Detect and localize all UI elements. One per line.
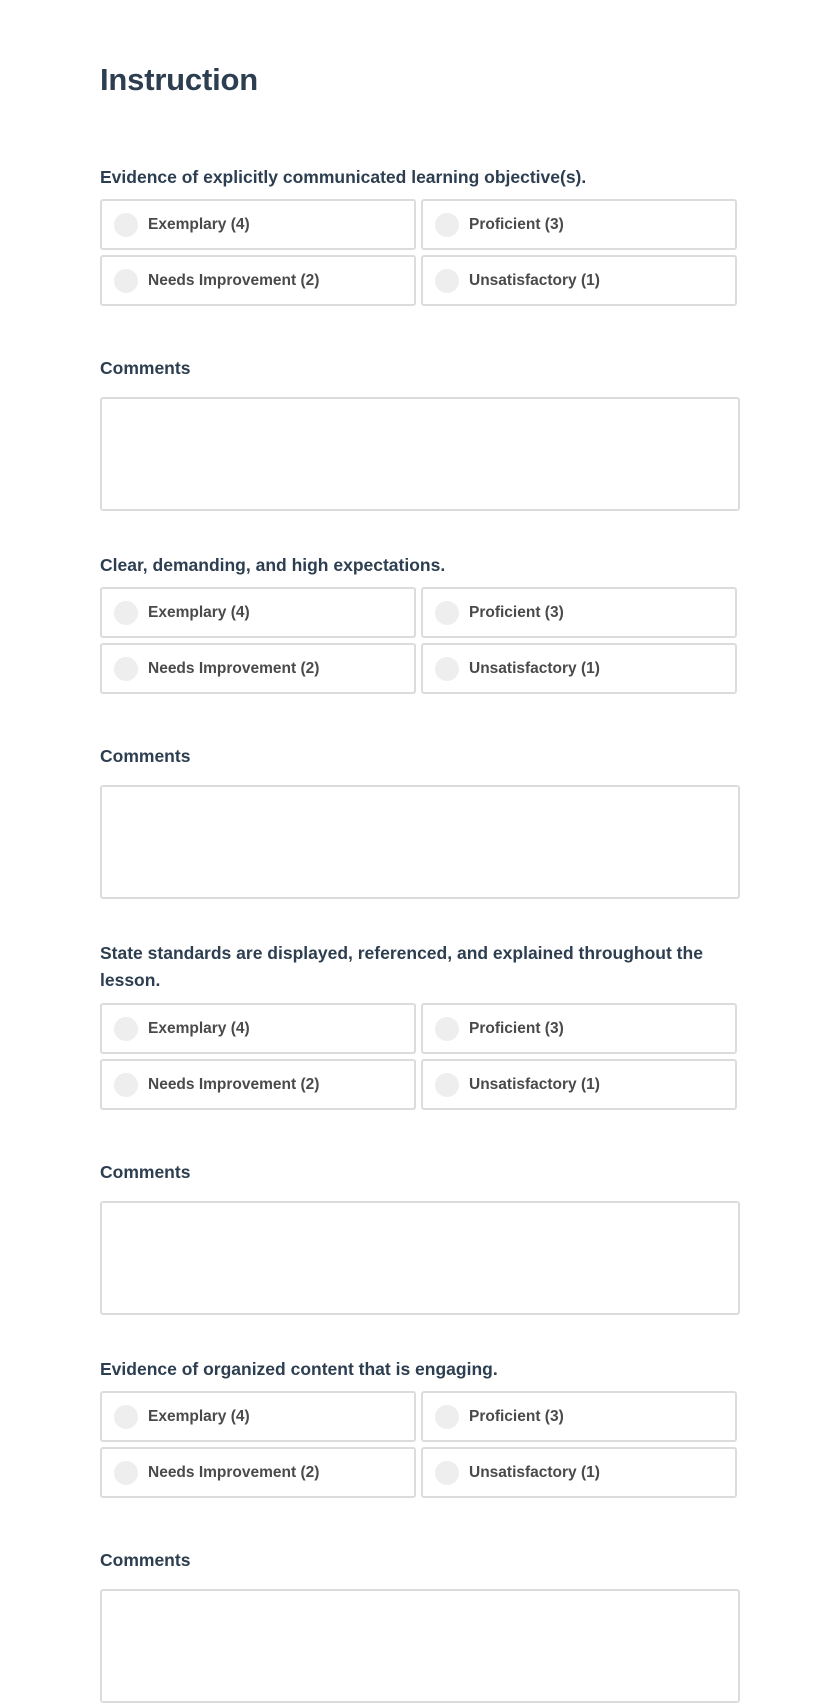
comments-textarea[interactable] — [100, 1589, 740, 1703]
option-unsatisfactory[interactable] — [421, 1447, 737, 1498]
option-label: Unsatisfactory (1) — [469, 659, 600, 677]
page-title: Instruction — [100, 62, 258, 97]
comments-section-4 — [100, 1547, 740, 1574]
comments-label: Comments — [100, 1550, 191, 1570]
rating-options-3 — [100, 1003, 737, 1110]
radio-unchecked-icon[interactable] — [114, 1073, 138, 1097]
radio-unchecked-icon[interactable] — [114, 213, 138, 237]
option-label: Needs Improvement (2) — [148, 659, 320, 677]
option-unsatisfactory[interactable] — [421, 643, 737, 694]
radio-unchecked-icon[interactable] — [435, 1405, 459, 1429]
option-label: Needs Improvement (2) — [148, 1463, 320, 1481]
comments-textarea[interactable] — [100, 397, 740, 511]
option-exemplary[interactable] — [100, 587, 416, 638]
option-label: Proficient (3) — [469, 1019, 564, 1037]
option-exemplary[interactable] — [100, 1003, 416, 1054]
option-needs-improvement[interactable] — [100, 255, 416, 306]
radio-unchecked-icon[interactable] — [435, 1017, 459, 1041]
rating-options-1 — [100, 199, 737, 306]
radio-unchecked-icon[interactable] — [435, 657, 459, 681]
option-label: Exemplary (4) — [148, 1407, 250, 1425]
comments-label: Comments — [100, 746, 191, 766]
option-exemplary[interactable] — [100, 199, 416, 250]
radio-unchecked-icon[interactable] — [435, 1461, 459, 1485]
comments-textarea[interactable] — [100, 1201, 740, 1315]
option-needs-improvement[interactable] — [100, 643, 416, 694]
comments-label: Comments — [100, 358, 191, 378]
question-4 — [100, 1356, 740, 1383]
radio-unchecked-icon[interactable] — [435, 1073, 459, 1097]
comments-section-1 — [100, 355, 740, 382]
option-proficient[interactable] — [421, 199, 737, 250]
option-label: Proficient (3) — [469, 215, 564, 233]
option-proficient[interactable] — [421, 587, 737, 638]
radio-unchecked-icon[interactable] — [435, 601, 459, 625]
radio-unchecked-icon[interactable] — [435, 269, 459, 293]
option-proficient[interactable] — [421, 1391, 737, 1442]
comments-label: Comments — [100, 1162, 191, 1182]
question-2 — [100, 552, 740, 579]
rating-options-4 — [100, 1391, 737, 1498]
question-label: State standards are displayed, referenced, and explained throughout the lesson. — [100, 943, 703, 990]
option-label: Proficient (3) — [469, 603, 564, 621]
radio-unchecked-icon[interactable] — [114, 1017, 138, 1041]
option-unsatisfactory[interactable] — [421, 255, 737, 306]
question-1 — [100, 164, 740, 191]
question-3 — [100, 940, 740, 994]
question-label: Evidence of explicitly communicated learning objective(s). — [100, 167, 587, 187]
option-label: Unsatisfactory (1) — [469, 271, 600, 289]
radio-unchecked-icon[interactable] — [114, 657, 138, 681]
radio-unchecked-icon[interactable] — [114, 1461, 138, 1485]
option-label: Unsatisfactory (1) — [469, 1075, 600, 1093]
option-label: Needs Improvement (2) — [148, 1075, 320, 1093]
option-label: Exemplary (4) — [148, 1019, 250, 1037]
option-unsatisfactory[interactable] — [421, 1059, 737, 1110]
option-label: Needs Improvement (2) — [148, 271, 320, 289]
option-label: Exemplary (4) — [148, 215, 250, 233]
option-label: Proficient (3) — [469, 1407, 564, 1425]
comments-textarea[interactable] — [100, 785, 740, 899]
radio-unchecked-icon[interactable] — [114, 601, 138, 625]
option-needs-improvement[interactable] — [100, 1447, 416, 1498]
question-label: Clear, demanding, and high expectations. — [100, 555, 446, 575]
option-label: Unsatisfactory (1) — [469, 1463, 600, 1481]
rating-options-2 — [100, 587, 737, 694]
radio-unchecked-icon[interactable] — [435, 213, 459, 237]
radio-unchecked-icon[interactable] — [114, 269, 138, 293]
option-proficient[interactable] — [421, 1003, 737, 1054]
option-label: Exemplary (4) — [148, 603, 250, 621]
option-needs-improvement[interactable] — [100, 1059, 416, 1110]
radio-unchecked-icon[interactable] — [114, 1405, 138, 1429]
question-label: Evidence of organized content that is engaging. — [100, 1359, 498, 1379]
comments-section-2 — [100, 743, 740, 770]
comments-section-3 — [100, 1159, 740, 1186]
option-exemplary[interactable] — [100, 1391, 416, 1442]
